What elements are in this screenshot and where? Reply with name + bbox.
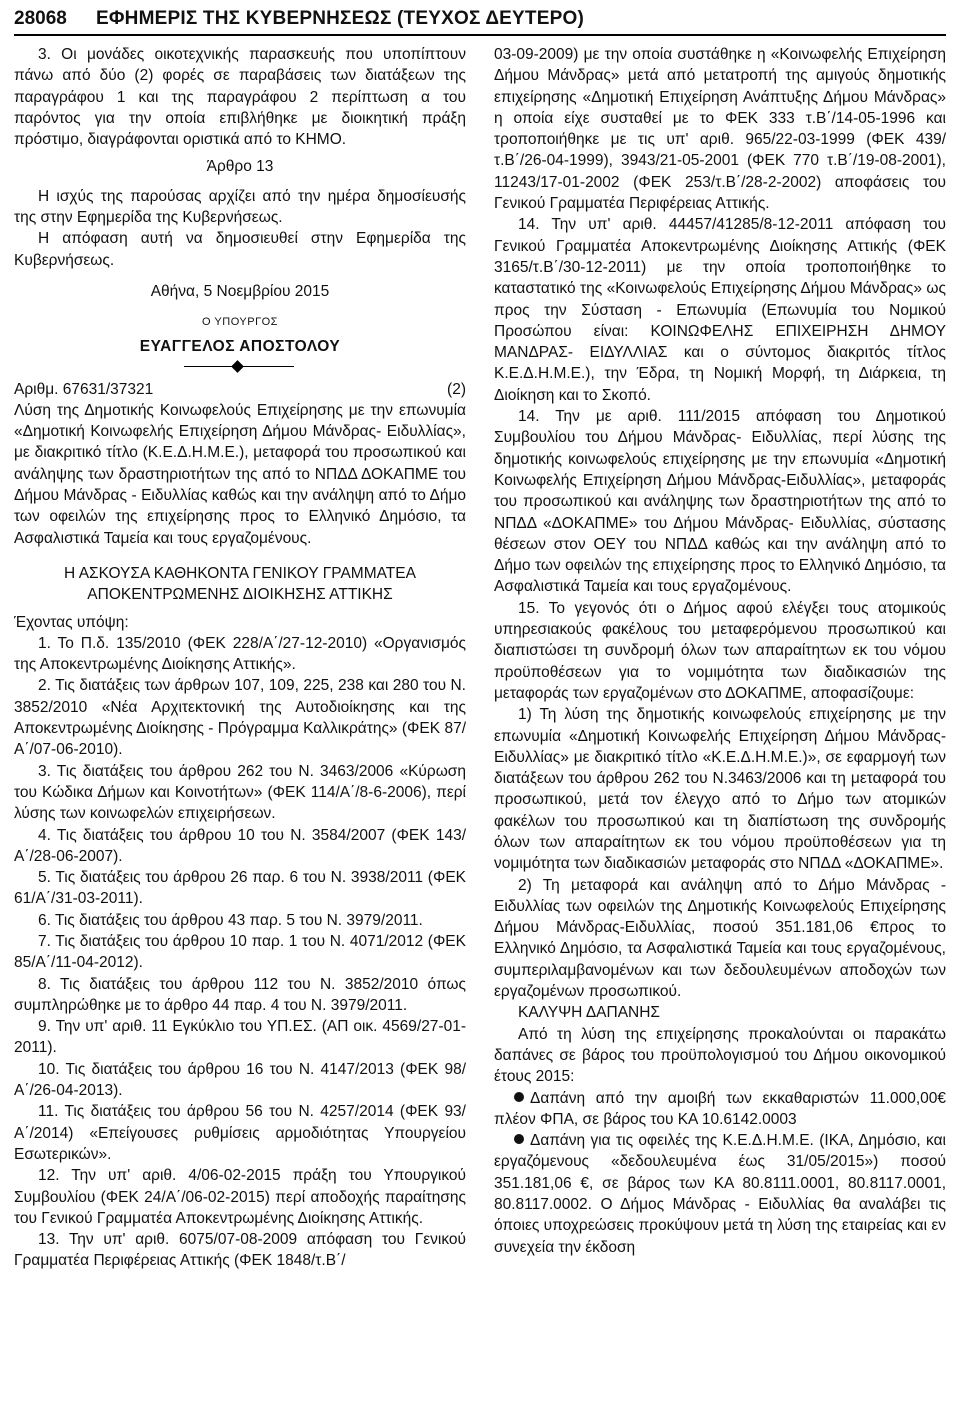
decision-point-2: 2) Τη μεταφορά και ανάληψη από το Δήμο Μάνδρας - Ειδυλλίας των οφειλών της Δημοτικής Κοινωφελούς Επιχείρησης Δήμου Μάνδρας-Ειδυλλίας, ποσού 351.181,06 €προς το Ελληνικό Δημόσιο, τα Ασφαλιστικά Ταμεία και τους εργαζομένους, συμπεριλαμβανομένων και των δεδουλευμένων αποδοχών των εργαζομένων προσωπικού. xyxy=(494,876,946,1001)
minister-name: ΕΥΑΓΓΕΛΟΣ ΑΠΟΣΤΟΛΟΥ xyxy=(139,337,341,355)
decision-number: Αριθμ. 67631/37321 xyxy=(14,380,154,398)
decision-number-row xyxy=(14,379,466,400)
paragraph-continued: 03-09-2009) με την οποία συστάθηκε η «Κοινωφελής Επιχείρηση Δήμου Μάνδρας» μετά από μετατροπή της αμιγούς δημοτικής επιχείρησης «Δημοτική Επιχείρηση Ανάπτυξης Δήμου Μάνδρας» η οποία είχε συσταθεί με το ΦΕΚ 333 τ.Β΄/14-05-1996 και τροποποιήθηκε με τις υπ' αριθ. 965/22-03-1999 (ΦΕΚ 439/τ.Β΄/26-04-1999), 3943/21-05-2001 (ΦΕΚ 770 τ.Β΄/19-08-2001), 11243/17-01-2002 (ΦΕΚ 253/τ.Β΄/28-2-2002) αποφάσεις του Γενικού Γραμματέα Περιφέρειας Αττικής. xyxy=(494,46,946,213)
bullet-icon xyxy=(514,1092,524,1102)
paragraph-force: Η ισχύς της παρούσας αρχίζει από την ημέρα δημοσίευσής της στην Εφημερίδα της Κυβερνήσεως. xyxy=(14,187,466,227)
list-item: 1. Το Π.δ. 135/2010 (ΦΕΚ 228/Α΄/27-12-2010) «Οργανισμός της Αποκεντρωμένης Διοίκησης Αττικής». xyxy=(14,634,466,674)
signature-date: Αθήνα, 5 Νοεμβρίου 2015 xyxy=(150,282,330,300)
bullet-text: Δαπάνη για τις οφειλές της Κ.Ε.Δ.Η.Μ.Ε. (ΙΚΑ, Δημόσιο, και εργαζόμενους «δεδουλευμένα έως 31/05/2015») ποσού 351.181,06 €, σε βάρος των ΚΑ 80.8111.0001, 80.8117.0001, 80.8117.0002. Ο Δήμος Μάνδρας - Ειδυλλίας θα αναλάβει τις όποιες υποχρεώσεις προκύψουν μετά τη λύση της εταιρείας και εν συνεχεία την έκδοση xyxy=(494,1132,946,1256)
article-heading: Άρθρο 13 xyxy=(206,158,274,176)
cost-heading: ΚΑΛΥΨΗ ΔΑΠΑΝΗΣ xyxy=(518,1004,661,1022)
list-item: 6. Τις διατάξεις του άρθρου 43 παρ. 5 του Ν. 3979/2011. xyxy=(38,911,423,929)
page-header xyxy=(14,4,946,36)
list-item: 2. Τις διατάξεις των άρθρων 107, 109, 225, 238 και 280 του Ν. 3852/2010 «Νέα Αρχιτεκτονική της Αυτοδιοίκησης και της Αποκεντρωμένης Διοίκησης - Πρόγραμμα Καλλικράτης» (ΦΕΚ 87/Α΄/07-06-2010). xyxy=(14,677,466,759)
list-item: 5. Τις διατάξεις του άρθρου 26 παρ. 6 του Ν. 3938/2011 (ΦΕΚ 61/Α΄/31-03-2011). xyxy=(14,869,466,908)
list-item: 13. Την υπ' αριθ. 6075/07-08-2009 απόφαση του Γενικού Γραμματέα Περιφέρειας Αττικής (ΦΕΚ 1848/τ.Β΄/ xyxy=(14,1231,466,1270)
paragraph-publish: Η απόφαση αυτή να δημοσιευθεί στην Εφημερίδα της Κυβερνήσεως. xyxy=(14,230,466,269)
page-number: 28068 xyxy=(14,8,67,29)
list-item: 4. Τις διατάξεις του άρθρου 10 του Ν. 3584/2007 (ΦΕΚ 143/Α΄/28-06-2007). xyxy=(14,826,466,865)
cost-bullet-1 xyxy=(494,1088,946,1131)
list-item: 7. Τις διατάξεις του άρθρου 10 παρ. 1 του Ν. 4071/2012 (ΦΕΚ 85/Α΄/11-04-2012). xyxy=(14,932,466,972)
decision-mark: (2) xyxy=(447,380,466,398)
having-in-view: Έχοντας υπόψη: xyxy=(14,613,129,631)
right-column xyxy=(494,44,946,1258)
list-item: 8. Τις διατάξεις του άρθρου 112 του Ν. 3852/2010 όπως συμπληρώθηκε με το άρθρο 44 παρ. 4 του Ν. 3979/2011. xyxy=(14,975,466,1014)
gazette-title: ΕΦΗΜΕΡΙΣ ΤΗΣ ΚΥΒΕΡΝΗΣΕΩΣ (ΤΕΥΧΟΣ ΔΕΥΤΕΡΟ) xyxy=(96,8,584,29)
list-item: 12. Την υπ' αριθ. 4/06-02-2015 πράξη του Υπουργικού Συμβουλίου (ΦΕΚ 24/Α΄/06-02-2015) περί αποδοχής παραίτησης του Γενικού Γραμματέα Αποκεντρωμένης Διοίκησης Αττικής. xyxy=(14,1167,466,1227)
decision-point-1: 1) Τη λύση της δημοτικής κοινωφελούς επιχείρησης με την επωνυμία «Δημοτική Κοινωφελής Επιχείρηση Δήμου Μάνδρας-Ειδυλλίας» με διακριτικό τίτλο «Κ.Ε.Δ.Η.Μ.Ε.)», σε εφαρμογή των διατάξεων του άρθρου 262 του Ν.3463/2006 και τη μεταφορά του προσωπικού, μετά τον έλεγχο από το Δήμο των ατομικών φακέλων του προσωπικού και τη διαπίστωση της συνδρομής όλων των απαραίτητων εκ του νόμου προϋποθέσεων για τη νομιμότητα των διαδικασιών μεταφοράς στο ΝΠΔΔ «ΔΟΚΑΠΜΕ». xyxy=(494,706,946,873)
minister-title: Ο ΥΠΟΥΡΓΟΣ xyxy=(202,316,278,329)
paragraph-14b: 14. Την με αριθ. 111/2015 απόφαση του Δημοτικού Συμβουλίου του Δήμου Μάνδρας- Ειδυλλίας, περί λύσης της δημοτικής κοινωφελούς επιχείρησης με την επωνυμία «Δημοτική Κοινωφελής Επιχείρηση Δήμου Μάνδρας-Ειδυλλίας», μεταφοράς του προσωπικού και ανάληψης των δραστηριοτήτων της από το ΝΠΔΔ «ΔΟΚΑΠΜΕ» του Δήμου Μάνδρας- Ειδυλλίας, σύστασης θέσεων στον ΟΕΥ του ΝΠΔΔ καθώς και την ανάληψη από το Δήμο των οφειλών της επιχείρησης προς το Ελληνικό Δημόσιο, τα Ασφαλιστικά Ταμεία και τους εργαζομένους. xyxy=(494,408,946,596)
paragraph-14a: 14. Την υπ' αριθ. 44457/41285/8-12-2011 απόφαση του Γενικού Γραμματέα Αποκεντρωμένης Διοίκησης Αττικής (ΦΕΚ 3165/τ.Β΄/30-12-2011) με την οποία τροποποιήθηκε το καταστατικό της «Κοινωφελούς Επιχείρησης Δήμου Μάνδρας» ως προς την Σύσταση - Επωνυμία (Επωνυμία του Νομικού Προσώπου είναι: ΚΟΙΝΩΦΕΛΗΣ ΕΠΙΧΕΙΡΗΣΗ ΔΗΜΟΥ ΜΑΝΔΡΑΣ- ΕΙΔΥΛΛΙΑΣ και ο σύντομος διακριτός τίτλος Κ.Ε.Δ.Η.Μ.Ε.), την Έδρα, τη Νομική Μορφή, τη Διάρκεια, τη Διοίκηση και το Σκοπό. xyxy=(494,216,946,404)
divider-diamond-icon xyxy=(231,360,244,373)
authority-line-2: ΑΠΟΚΕΝΤΡΩΜΕΝΗΣ ΔΙΟΙΚΗΣΗΣ ΑΤΤΙΚΗΣ xyxy=(87,586,393,604)
list-item: 3. Τις διατάξεις του άρθρου 262 του Ν. 3463/2006 «Κύρωση του Κώδικα Δήμων και Κοινοτήτων» (ΦΕΚ 114/Α΄/8-6-2006), περί λύσης των κοινωφελών επιχειρήσεων. xyxy=(14,762,466,823)
authority-line-1: Η ΑΣΚΟΥΣΑ ΚΑΘΗΚΟΝΤΑ ΓΕΝΙΚΟΥ ΓΡΑΜΜΑΤΕΑ xyxy=(64,564,416,582)
bullet-icon xyxy=(514,1134,524,1144)
cost-bullet-2 xyxy=(494,1130,946,1258)
list-item: 10. Τις διατάξεις του άρθρου 16 του Ν. 4147/2013 (ΦΕΚ 98/Α΄/26-04-2013). xyxy=(14,1060,466,1100)
decision-title: Λύση της Δημοτικής Κοινωφελούς Επιχείρησης με την επωνυμία «Δημοτική Κοινωφελής Επιχείρηση Δήμου Μάνδρας- Ειδυλλίας», με διακριτικό τίτλο (Κ.Ε.Δ.Η.Μ.Ε.), μεταφορά του προσωπικού και ανάληψης των δραστηριοτήτων της από το ΝΠΔΔ ΔΟΚΑΠΜΕ του Δήμου Μάνδρας - Ειδυλλίας καθώς και την ανάληψη από το Δήμο των οφειλών της επιχείρησης προς το Ελληνικό Δημόσιο, τα Ασφαλιστικά Ταμεία και τους εργαζομένους. xyxy=(14,401,466,547)
paragraph-intro: 3. Οι μονάδες οικοτεχνικής παρασκευής που υποπίπτουν πάνω από δύο (2) φορές σε παραβάσεις των διατάξεων της παραγράφου 1 και της παραγράφου 2 περίπτωση α του παρόντος για την οποία επιβλήθηκε με διοικητική πράξη πρόστιμο, διαγράφονται οριστικά από το ΚΗΜΟ. xyxy=(14,46,466,149)
list-item: 11. Τις διατάξεις του άρθρου 56 του Ν. 4257/2014 (ΦΕΚ 93/Α΄/2014) «Επείγουσες ρυθμίσεις αρμοδιότητας Υπουργείου Εσωτερικών». xyxy=(14,1103,466,1163)
paragraph-15: 15. Το γεγονός ότι ο Δήμος αφού ελέγξει τους ατομικούς υπηρεσιακούς φακέλους του μεταφερόμενου προσωπικού και διαπιστώσει τη συνδρομή όλων των απαραίτητων εκ του νόμου προϋποθέσεων για το νομιμότητα των διαδικασιών της μεταφοράς των εργαζομένων στο ΔΟΚΑΠΜΕ, αποφασίζουμε: xyxy=(494,599,946,702)
list-item: 9. Την υπ' αριθ. 11 Εγκύκλιο του ΥΠ.ΕΣ. (ΑΠ οικ. 4569/27-01-2011). xyxy=(14,1018,466,1057)
bullet-text: Δαπάνη από την αμοιβή των εκκαθαριστών 11.000,00€ πλέον ΦΠΑ, σε βάρος του ΚΑ 10.6142.0003 xyxy=(494,1089,946,1128)
paragraph-cost: Από τη λύση της επιχείρησης προκαλούνται οι παρακάτω δαπάνες σε βάρος του προϋπολογισμού του Δήμου οικονομικού έτους 2015: xyxy=(494,1025,946,1086)
left-column xyxy=(14,44,466,1272)
section-divider xyxy=(14,357,466,377)
